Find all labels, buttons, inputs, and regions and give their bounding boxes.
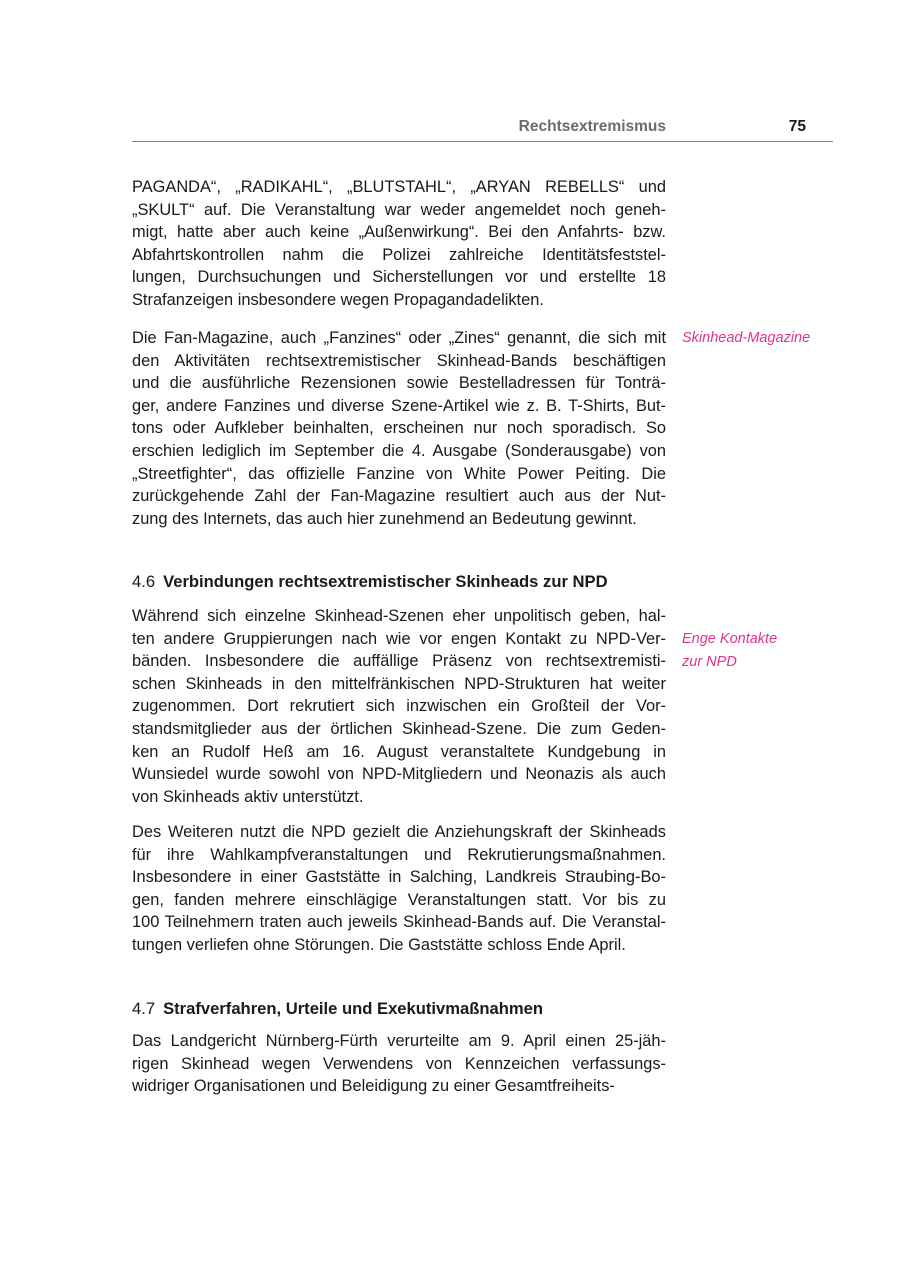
text-line: tungen verliefen ohne Störungen. Die Gaststätte schloss Ende April. [132, 935, 626, 954]
section-number: 4.7 [132, 999, 156, 1018]
section-number: 4.6 [132, 572, 156, 591]
paragraph-landgericht [132, 1030, 666, 1098]
text-line: und die ausführliche Rezensionen sowie Bestelladressen für Tonträ- [132, 374, 666, 393]
text-line: 100 Teilnehmern traten auch jeweils Skinhead-Bands auf. Die Veranstal- [132, 913, 666, 932]
text-line: rigen Skinhead wegen Verwendens von Kennzeichen verfassungs- [132, 1054, 666, 1073]
running-head [132, 118, 832, 140]
paragraph-npd-wahlkampf [132, 821, 666, 957]
text-line: ger, andere Fanzines und diverse Szene-Artikel wie z. B. T-Shirts, But- [132, 396, 666, 415]
section-title: Strafverfahren, Urteile und Exekutivmaßnahmen [163, 999, 544, 1018]
margin-note-skinhead-magazine [682, 327, 810, 350]
text-line: Wunsiedel wurde sowohl von NPD-Mitgliedern und Neonazis als auch [132, 765, 666, 784]
section-title: Verbindungen rechtsextremistischer Skinheads zur NPD [163, 572, 608, 591]
text-line: Abfahrtskontrollen nahm die Polizei zahlreiche Identitätsfeststel- [132, 245, 666, 264]
text-line: Strafanzeigen insbesondere wegen Propagandadelikten. [132, 290, 544, 309]
text-line: erschien lediglich im September die 4. Ausgabe (Sonderausgabe) von [132, 441, 666, 460]
paragraph-skinhead-szenen [132, 605, 666, 808]
text-line: Das Landgericht Nürnberg-Fürth verurteilte am 9. April einen 25-jäh- [132, 1032, 666, 1050]
header-rule [132, 141, 833, 142]
text-line: bänden. Insbesondere die auffällige Präsenz von rechtsextremisti- [132, 652, 666, 671]
margin-note-line: Enge Kontakte [682, 631, 778, 647]
section-heading-4-7 [132, 998, 543, 1020]
text-line: „Streetfighter“, das offizielle Fanzine von White Power Peiting. Die [132, 464, 666, 483]
text-line: schen Skinheads in den mittelfränkischen NPD-Strukturen hat weiter [132, 674, 666, 693]
margin-note-line: Skinhead-Magazine [682, 330, 811, 346]
margin-note-line: zur NPD [682, 653, 737, 670]
text-line: gen, fanden mehrere einschlägige Veranstaltungen statt. Vor bis zu [132, 890, 666, 909]
paragraph-1 [132, 176, 666, 312]
text-line: ken an Rudolf Heß am 16. August veranstaltete Kundgebung in [132, 742, 666, 761]
text-line: widriger Organisationen und Beleidigung zu einer Gesamtfreiheits- [132, 1077, 615, 1096]
text-line: zung des Internets, das auch hier zunehmend an Bedeutung gewinnt. [132, 509, 637, 528]
text-line: von Skinheads aktiv unterstützt. [132, 787, 364, 806]
text-line: zurückgehende Zahl der Fan-Magazine resultiert auch aus der Nut- [132, 487, 666, 506]
text-line: Die Fan-Magazine, auch „Fanzines“ oder „Zines“ genannt, die sich mit [132, 329, 666, 347]
text-line: Des Weiteren nutzt die NPD gezielt die Anziehungskraft der Skinheads [132, 823, 666, 841]
section-heading-4-6 [132, 571, 608, 593]
text-line: Während sich einzelne Skinhead-Szenen eher unpolitisch geben, hal- [132, 607, 666, 625]
text-line: migt, hatte aber auch keine „Außenwirkung“. Bei den Anfahrts- bzw. [132, 223, 666, 242]
margin-note-enge-kontakte [682, 628, 777, 673]
text-line: zugenommen. Dort rekrutiert sich inzwischen ein Großteil der Vor- [132, 697, 666, 716]
text-line: PAGANDA“, „RADIKAHL“, „BLUTSTAHL“, „ARYAN REBELLS“ und [132, 178, 666, 196]
text-line: ten andere Gruppierungen nach wie vor engen Kontakt zu NPD-Ver- [132, 629, 666, 648]
text-line: Insbesondere in einer Gaststätte in Salching, Landkreis Straubing-Bo- [132, 868, 666, 887]
page-number: 75 [788, 118, 806, 135]
text-line: für ihre Wahlkampfveranstaltungen und Rekrutierungsmaßnahmen. [132, 845, 666, 864]
paragraph-fanzines [132, 327, 666, 530]
text-line: standsmitglieder aus der örtlichen Skinhead-Szene. Die zum Geden- [132, 719, 666, 738]
text-line: „SKULT“ auf. Die Veranstaltung war weder angemeldet noch geneh- [132, 200, 666, 219]
running-head-title: Rechtsextremismus [518, 118, 666, 135]
text-line: den Aktivitäten rechtsextremistischer Skinhead-Bands beschäftigen [132, 351, 666, 370]
text-line: lungen, Durchsuchungen und Sicherstellungen vor und erstellte 18 [132, 268, 666, 287]
text-line: tons oder Aufkleber beinhalten, erscheinen nur noch sporadisch. So [132, 419, 666, 438]
